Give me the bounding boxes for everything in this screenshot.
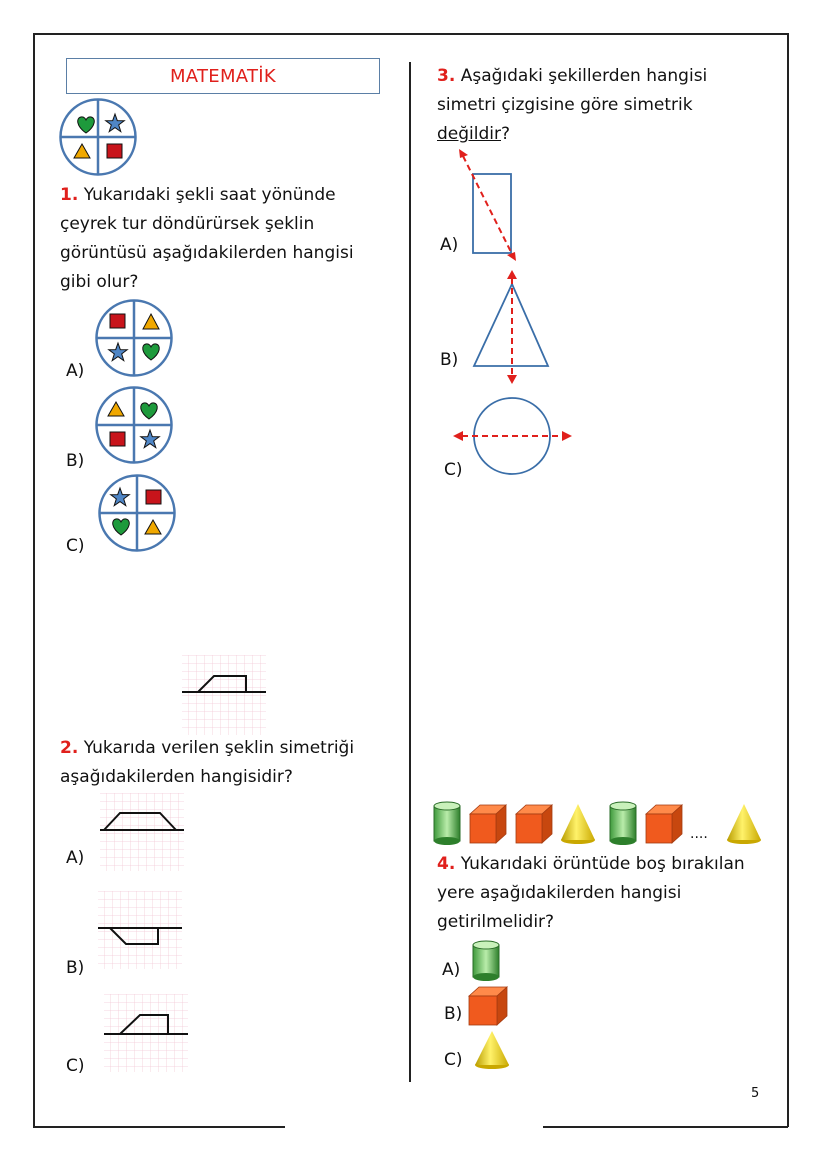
- q4-number: 4.: [437, 854, 456, 874]
- q2-option-b-figure[interactable]: [96, 891, 184, 969]
- frame-left: [33, 33, 35, 1127]
- pattern-cube-1: [470, 805, 506, 843]
- q2-option-c-figure[interactable]: [102, 994, 190, 1072]
- q1-option-b-label[interactable]: B): [66, 451, 85, 471]
- q1-question: [60, 181, 390, 297]
- q4-line-2: yere aşağıdakilerden hangisi: [437, 883, 682, 903]
- q1-line-2: çeyrek tur döndürürsek şeklin: [60, 214, 315, 234]
- q3-option-c-label[interactable]: C): [444, 460, 463, 480]
- q1-option-c-label[interactable]: C): [66, 536, 85, 556]
- q2-number: 2.: [60, 738, 79, 758]
- square-icon: [146, 490, 161, 504]
- square-icon: [110, 432, 125, 446]
- q2-line-2: aşağıdakilerden hangisidir?: [60, 767, 293, 787]
- q2-question: [60, 734, 390, 792]
- q1-line-3: görüntüsü aşağıdakilerden hangisi: [60, 243, 354, 263]
- q3-number: 3.: [437, 66, 456, 86]
- q4-option-b-label[interactable]: B): [444, 1004, 463, 1024]
- q4-option-b-cube[interactable]: [467, 985, 511, 1027]
- q4-pattern: [432, 800, 768, 848]
- q1-number: 1.: [60, 185, 79, 205]
- pattern-cube-2: [516, 805, 552, 843]
- pattern-cone-1: [561, 804, 595, 844]
- pattern-cylinder-1: [434, 802, 460, 845]
- subject-title: MATEMATİK: [169, 65, 277, 87]
- pattern-cylinder-2: [610, 802, 636, 845]
- q4-line-3: getirilmelidir?: [437, 912, 555, 932]
- q2-option-b-label[interactable]: B): [66, 958, 85, 978]
- q3-underlined-word: değildir: [437, 124, 501, 144]
- q2-option-a-label[interactable]: A): [66, 848, 85, 868]
- q1-option-a-figure[interactable]: [94, 298, 174, 378]
- q4-blank-ellipsis: ....: [690, 826, 708, 842]
- page-number: 5: [751, 1086, 760, 1101]
- q4-option-c-label[interactable]: C): [444, 1050, 463, 1070]
- q3-line-2: simetri çizgisine göre simetrik: [437, 95, 693, 115]
- column-divider: [409, 62, 411, 1082]
- q4-option-a-cylinder[interactable]: [471, 940, 501, 982]
- q3-question-mark: ?: [501, 124, 511, 144]
- q1-option-c-figure[interactable]: [97, 473, 177, 553]
- frame-top: [33, 33, 788, 35]
- q3-option-b-label[interactable]: B): [440, 350, 459, 370]
- q3-question: [437, 62, 777, 149]
- q4-line-1: Yukarıdaki örüntüde boş bırakılan: [460, 854, 745, 874]
- q3-option-a-figure[interactable]: [454, 148, 524, 262]
- frame-right: [787, 33, 789, 1127]
- q2-option-a-figure[interactable]: [98, 793, 186, 871]
- q4-option-a-label[interactable]: A): [442, 960, 461, 980]
- q4-question: [437, 850, 777, 937]
- q1-wheel-original: [61, 100, 136, 175]
- frame-bottom-right: [543, 1126, 788, 1128]
- q2-line-1: Yukarıda verilen şeklin simetriği: [83, 738, 355, 758]
- q3-option-b-figure[interactable]: [470, 268, 550, 386]
- q4-option-c-cone[interactable]: [472, 1030, 512, 1070]
- q2-option-c-label[interactable]: C): [66, 1056, 85, 1076]
- q3-line-1: Aşağıdaki şekillerden hangisi: [460, 66, 708, 86]
- q1-line-1: Yukarıdaki şekli saat yönünde: [83, 185, 336, 205]
- q1-option-a-label[interactable]: A): [66, 361, 85, 381]
- subject-title-box: [66, 58, 380, 94]
- q1-line-4: gibi olur?: [60, 272, 139, 292]
- q1-rotation-figure: [58, 97, 138, 177]
- pattern-cube-3: [646, 805, 682, 843]
- q1-option-b-figure[interactable]: [94, 385, 174, 465]
- q3-option-c-figure[interactable]: [452, 398, 576, 478]
- pattern-cone-2: [727, 804, 761, 844]
- frame-bottom-left: [33, 1126, 285, 1128]
- q3-option-a-label[interactable]: A): [440, 235, 459, 255]
- square-icon: [110, 314, 125, 328]
- q2-given-figure: [180, 655, 268, 735]
- square-icon: [107, 144, 122, 158]
